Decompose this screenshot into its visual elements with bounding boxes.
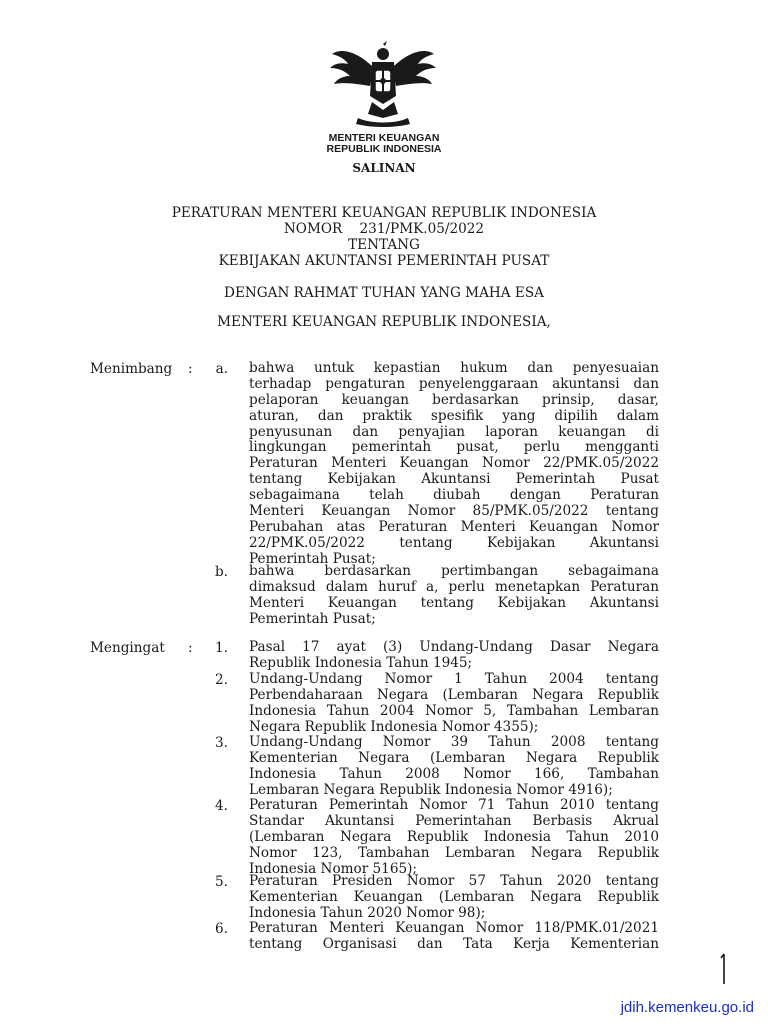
text-line: bahwa untuk kepastian hukum dan penyesuaian bbox=[249, 361, 659, 376]
regulation-subject: KEBIJAKAN AKUNTANSI PEMERINTAH PUSAT bbox=[218, 253, 550, 269]
menimbang-item-text bbox=[249, 361, 659, 568]
menimbang-colon: : bbox=[188, 361, 193, 377]
org-name-line1: MENTERI KEUANGAN bbox=[328, 132, 440, 144]
mengingat-item-text bbox=[249, 874, 659, 922]
menimbang-label: Menimbang bbox=[90, 361, 173, 377]
text-line: Republik Indonesia Tahun 1945; bbox=[249, 655, 473, 671]
text-line: Perbendaharaan Negara (Lembaran Negara Republik bbox=[249, 687, 659, 703]
regulation-title: PERATURAN MENTERI KEUANGAN REPUBLIK INDONESIA bbox=[171, 205, 597, 221]
invocation: DENGAN RAHMAT TUHAN YANG MAHA ESA bbox=[224, 285, 544, 301]
text-line: dimaksud dalam huruf a, perlu menetapkan Peraturan bbox=[249, 579, 659, 595]
mengingat-item-key: 4. bbox=[215, 798, 228, 814]
footer-site-link[interactable]: jdih.kemenkeu.go.id bbox=[620, 999, 754, 1016]
text-line: Menteri Keuangan tentang Kebijakan Akuntansi bbox=[249, 595, 659, 611]
text-line: Indonesia Nomor 5165); bbox=[249, 861, 418, 877]
menimbang-item-key: b. bbox=[214, 564, 228, 580]
mengingat-item-key: 1. bbox=[215, 640, 228, 656]
text-line: bahwa berdasarkan pertimbangan sebagaimana bbox=[249, 564, 659, 579]
text-line: Pemerintah Pusat; bbox=[249, 551, 376, 567]
text-line: terhadap pengaturan penyelenggaraan akuntansi dan bbox=[249, 376, 659, 392]
text-line: Kementerian Keuangan (Lembaran Negara Republik bbox=[249, 889, 659, 905]
text-line: 22/PMK.05/2022 tentang Kebijakan Akuntansi bbox=[249, 535, 659, 551]
text-line: penyusunan dan penyajian laporan keuangan di bbox=[249, 424, 659, 440]
mengingat-item-text bbox=[249, 798, 659, 877]
text-line: Standar Akuntansi Pemerintahan Berbasis Akrual bbox=[249, 813, 659, 829]
text-line: Peraturan Pemerintah Nomor 71 Tahun 2010 tentang bbox=[249, 798, 659, 813]
text-line: Peraturan Presiden Nomor 57 Tahun 2020 tentang bbox=[249, 874, 659, 889]
text-line: Pemerintah Pusat; bbox=[249, 611, 376, 627]
mengingat-item-key: 2. bbox=[215, 672, 228, 688]
text-line: Indonesia Tahun 2008 Nomor 166, Tambahan bbox=[249, 766, 659, 782]
mengingat-item-key: 3. bbox=[215, 735, 228, 751]
menimbang-item-key: a. bbox=[215, 361, 228, 377]
text-line: Peraturan Menteri Keuangan Nomor 22/PMK.05/2022 bbox=[249, 456, 659, 472]
mengingat-colon: : bbox=[188, 640, 193, 656]
issuer: MENTERI KEUANGAN REPUBLIK INDONESIA, bbox=[217, 314, 551, 330]
text-line: tentang Kebijakan Akuntansi Pemerintah Pusat bbox=[249, 472, 659, 488]
text-line: Menteri Keuangan Nomor 85/PMK.05/2022 tentang bbox=[249, 504, 659, 520]
text-line: Nomor 123, Tambahan Lembaran Negara Republik bbox=[249, 845, 659, 861]
initial-mark-icon bbox=[720, 952, 728, 986]
menimbang-item-text bbox=[249, 564, 659, 628]
text-line: pelaporan keuangan berdasarkan prinsip, dasar, bbox=[249, 392, 659, 408]
text-line: Pasal 17 ayat (3) Undang-Undang Dasar Negara bbox=[249, 640, 659, 655]
text-line: Kementerian Negara (Lembaran Negara Republik bbox=[249, 750, 659, 766]
text-line: Undang-Undang Nomor 1 Tahun 2004 tentang bbox=[249, 672, 659, 687]
text-line: Indonesia Tahun 2004 Nomor 5, Tambahan Lembaran bbox=[249, 703, 659, 719]
regulation-about: TENTANG bbox=[348, 237, 420, 253]
text-line: lingkungan pemerintah pusat, perlu mengganti bbox=[249, 440, 659, 456]
mengingat-item-text bbox=[249, 672, 659, 736]
copy-label: SALINAN bbox=[352, 161, 416, 175]
text-line: Peraturan Menteri Keuangan Nomor 118/PMK.01/2021 bbox=[249, 921, 659, 936]
mengingat-item-key: 5. bbox=[215, 874, 228, 890]
text-line: Indonesia Tahun 2020 Nomor 98); bbox=[249, 905, 486, 921]
mengingat-label: Mengingat bbox=[90, 640, 165, 656]
text-line: Lembaran Negara Republik Indonesia Nomor 4916); bbox=[249, 782, 613, 798]
mengingat-item-text bbox=[249, 921, 659, 953]
garuda-emblem-icon bbox=[326, 40, 440, 128]
text-line: Negara Republik Indonesia Nomor 4355); bbox=[249, 719, 539, 735]
org-name-line2: REPUBLIK INDONESIA bbox=[326, 143, 442, 155]
text-line: tentang Organisasi dan Tata Kerja Kementerian bbox=[249, 936, 659, 952]
text-line: aturan, dan praktik spesifik yang dipilih dalam bbox=[249, 408, 659, 424]
regulation-number: NOMOR 231/PMK.05/2022 bbox=[283, 221, 485, 237]
mengingat-item-text bbox=[249, 640, 659, 672]
text-line: Undang-Undang Nomor 39 Tahun 2008 tentang bbox=[249, 735, 659, 750]
mengingat-item-text bbox=[249, 735, 659, 799]
mengingat-item-key: 6. bbox=[215, 921, 228, 937]
regulation-heading bbox=[0, 205, 768, 269]
text-line: Perubahan atas Peraturan Menteri Keuangan Nomor bbox=[249, 519, 659, 535]
text-line: sebagaimana telah diubah dengan Peraturan bbox=[249, 488, 659, 504]
text-line: (Lembaran Negara Republik Indonesia Tahun 2010 bbox=[249, 829, 659, 845]
